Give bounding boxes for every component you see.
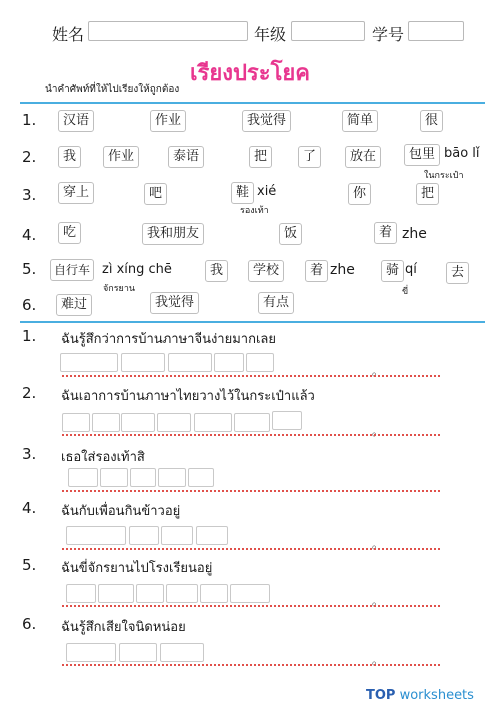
word-chip[interactable]: 把 — [249, 146, 272, 168]
pinyin-text: xié — [257, 184, 277, 199]
word-chip[interactable]: 作业 — [150, 110, 186, 132]
word-chip[interactable]: 包里 — [404, 144, 440, 166]
answer-box[interactable] — [121, 353, 165, 372]
answer-box[interactable] — [66, 526, 126, 545]
pinyin-text: zì xíng chē — [102, 262, 172, 277]
word-chip[interactable]: 饭 — [279, 223, 302, 245]
question-number: 3. — [22, 445, 37, 463]
word-chip[interactable]: 去 — [446, 262, 469, 284]
answer-box[interactable] — [136, 584, 164, 603]
answer-box[interactable] — [119, 643, 157, 662]
answer-box[interactable] — [66, 643, 116, 662]
answer-box[interactable] — [272, 411, 302, 430]
answer-box[interactable] — [246, 353, 274, 372]
word-chip[interactable]: 着 — [305, 260, 328, 282]
word-chip[interactable]: 了 — [298, 146, 321, 168]
answer-box[interactable] — [130, 468, 156, 487]
word-chip[interactable]: 作业 — [103, 146, 139, 168]
answer-line — [62, 664, 440, 666]
thai-meaning: จักรยาน — [103, 284, 136, 294]
word-chip[interactable]: 我觉得 — [242, 110, 291, 132]
instruction-text: นำคำศัพท์ที่ให้ไปเรียงให้ถูกต้อง — [45, 84, 180, 95]
word-chip[interactable]: 简单 — [342, 110, 378, 132]
answer-line — [62, 548, 440, 550]
answer-box[interactable] — [62, 413, 90, 432]
answer-box[interactable] — [194, 413, 232, 432]
row-number: 3. — [22, 186, 37, 204]
answer-box[interactable] — [188, 468, 214, 487]
top-divider — [20, 102, 485, 104]
row-number: 6. — [22, 296, 37, 314]
sentence-end: 。 — [372, 364, 385, 378]
pinyin-text: qí — [405, 262, 417, 277]
answer-line — [62, 375, 440, 377]
answer-box[interactable] — [92, 413, 120, 432]
question-number: 2. — [22, 384, 37, 402]
answer-box[interactable] — [129, 526, 159, 545]
answer-box[interactable] — [66, 584, 96, 603]
sentence-end: 。 — [372, 537, 385, 551]
sentence-end: 。 — [372, 424, 385, 438]
answer-box[interactable] — [100, 468, 128, 487]
student-id-field[interactable] — [408, 21, 464, 41]
answer-box[interactable] — [157, 413, 191, 432]
question-text: ฉันรู้สึกเสียใจนิดหน่อย — [61, 620, 186, 635]
answer-line — [62, 490, 440, 492]
grade-field[interactable] — [291, 21, 365, 41]
word-chip[interactable]: 你 — [348, 183, 371, 205]
row-number: 1. — [22, 111, 37, 129]
answer-box[interactable] — [230, 584, 270, 603]
answer-box[interactable] — [158, 468, 186, 487]
word-chip[interactable]: 我 — [205, 260, 228, 282]
answer-box[interactable] — [60, 353, 118, 372]
question-text: ฉันขี่จักรยานไปโรงเรียนอยู่ — [61, 561, 213, 576]
answer-line — [62, 434, 440, 436]
question-text: ฉันรู้สึกว่าการบ้านภาษาจีนง่ายมากเลย — [61, 332, 276, 347]
word-chip[interactable]: 吧 — [144, 183, 167, 205]
question-text: ฉันกับเพื่อนกินข้าวอยู่ — [61, 504, 181, 519]
question-number: 4. — [22, 499, 37, 517]
sentence-end: 。 — [372, 594, 385, 608]
answer-box[interactable] — [200, 584, 228, 603]
question-number: 1. — [22, 327, 37, 345]
word-chip[interactable]: 我觉得 — [150, 292, 199, 314]
word-chip[interactable]: 吃 — [58, 222, 81, 244]
thai-meaning: ขี่ — [402, 287, 409, 297]
answer-box[interactable] — [160, 643, 204, 662]
logo-top-text: TOP — [366, 688, 396, 703]
word-chip[interactable]: 很 — [420, 110, 443, 132]
answer-box[interactable] — [161, 526, 193, 545]
answer-box[interactable] — [121, 413, 155, 432]
answer-box[interactable] — [234, 413, 270, 432]
word-chip[interactable]: 把 — [416, 183, 439, 205]
question-text: เธอใส่รองเท้าสิ — [61, 450, 145, 465]
student-id-label: 学号 — [372, 25, 405, 44]
word-chip[interactable]: 学校 — [248, 260, 284, 282]
word-chip[interactable]: 骑 — [381, 260, 404, 282]
topworksheets-logo — [366, 688, 474, 703]
sentence-end: 。 — [372, 653, 385, 667]
word-chip[interactable]: 我 — [58, 146, 81, 168]
answer-box[interactable] — [196, 526, 228, 545]
thai-meaning: รองเท้า — [240, 206, 269, 216]
logo-worksheets-text: worksheets — [399, 688, 474, 703]
answer-box[interactable] — [166, 584, 198, 603]
word-chip[interactable]: 放在 — [345, 146, 381, 168]
answer-box[interactable] — [68, 468, 98, 487]
row-number: 4. — [22, 226, 37, 244]
answer-line — [62, 605, 440, 607]
word-chip[interactable]: 有点 — [258, 292, 294, 314]
question-text: ฉันเอาการบ้านภาษาไทยวางไว้ในกระเป๋าแล้ว — [61, 389, 315, 404]
word-chip[interactable]: 难过 — [56, 294, 92, 316]
thai-meaning: ในกระเป๋า — [424, 171, 464, 181]
grade-label: 年级 — [254, 25, 287, 44]
row-number: 5. — [22, 260, 37, 278]
worksheet-title: เรียงประโยค — [190, 61, 310, 86]
pinyin-text: zhe — [330, 262, 355, 278]
row-number: 2. — [22, 148, 37, 166]
pinyin-text: bāo lǐ — [444, 146, 480, 161]
pinyin-text: zhe — [402, 226, 427, 242]
answer-box[interactable] — [214, 353, 244, 372]
word-chip[interactable]: 汉语 — [58, 110, 94, 132]
question-number: 5. — [22, 556, 37, 574]
answer-box[interactable] — [98, 584, 134, 603]
answer-box[interactable] — [168, 353, 212, 372]
middle-divider — [20, 321, 485, 323]
name-field[interactable] — [88, 21, 248, 41]
word-chip[interactable]: 鞋 — [231, 182, 254, 204]
word-chip[interactable]: 泰语 — [168, 146, 204, 168]
word-chip[interactable]: 着 — [374, 222, 397, 244]
word-chip[interactable]: 自行车 — [50, 259, 94, 281]
word-chip[interactable]: 我和朋友 — [142, 223, 204, 245]
question-number: 6. — [22, 615, 37, 633]
name-label: 姓名 — [52, 25, 85, 44]
word-chip[interactable]: 穿上 — [58, 182, 94, 204]
